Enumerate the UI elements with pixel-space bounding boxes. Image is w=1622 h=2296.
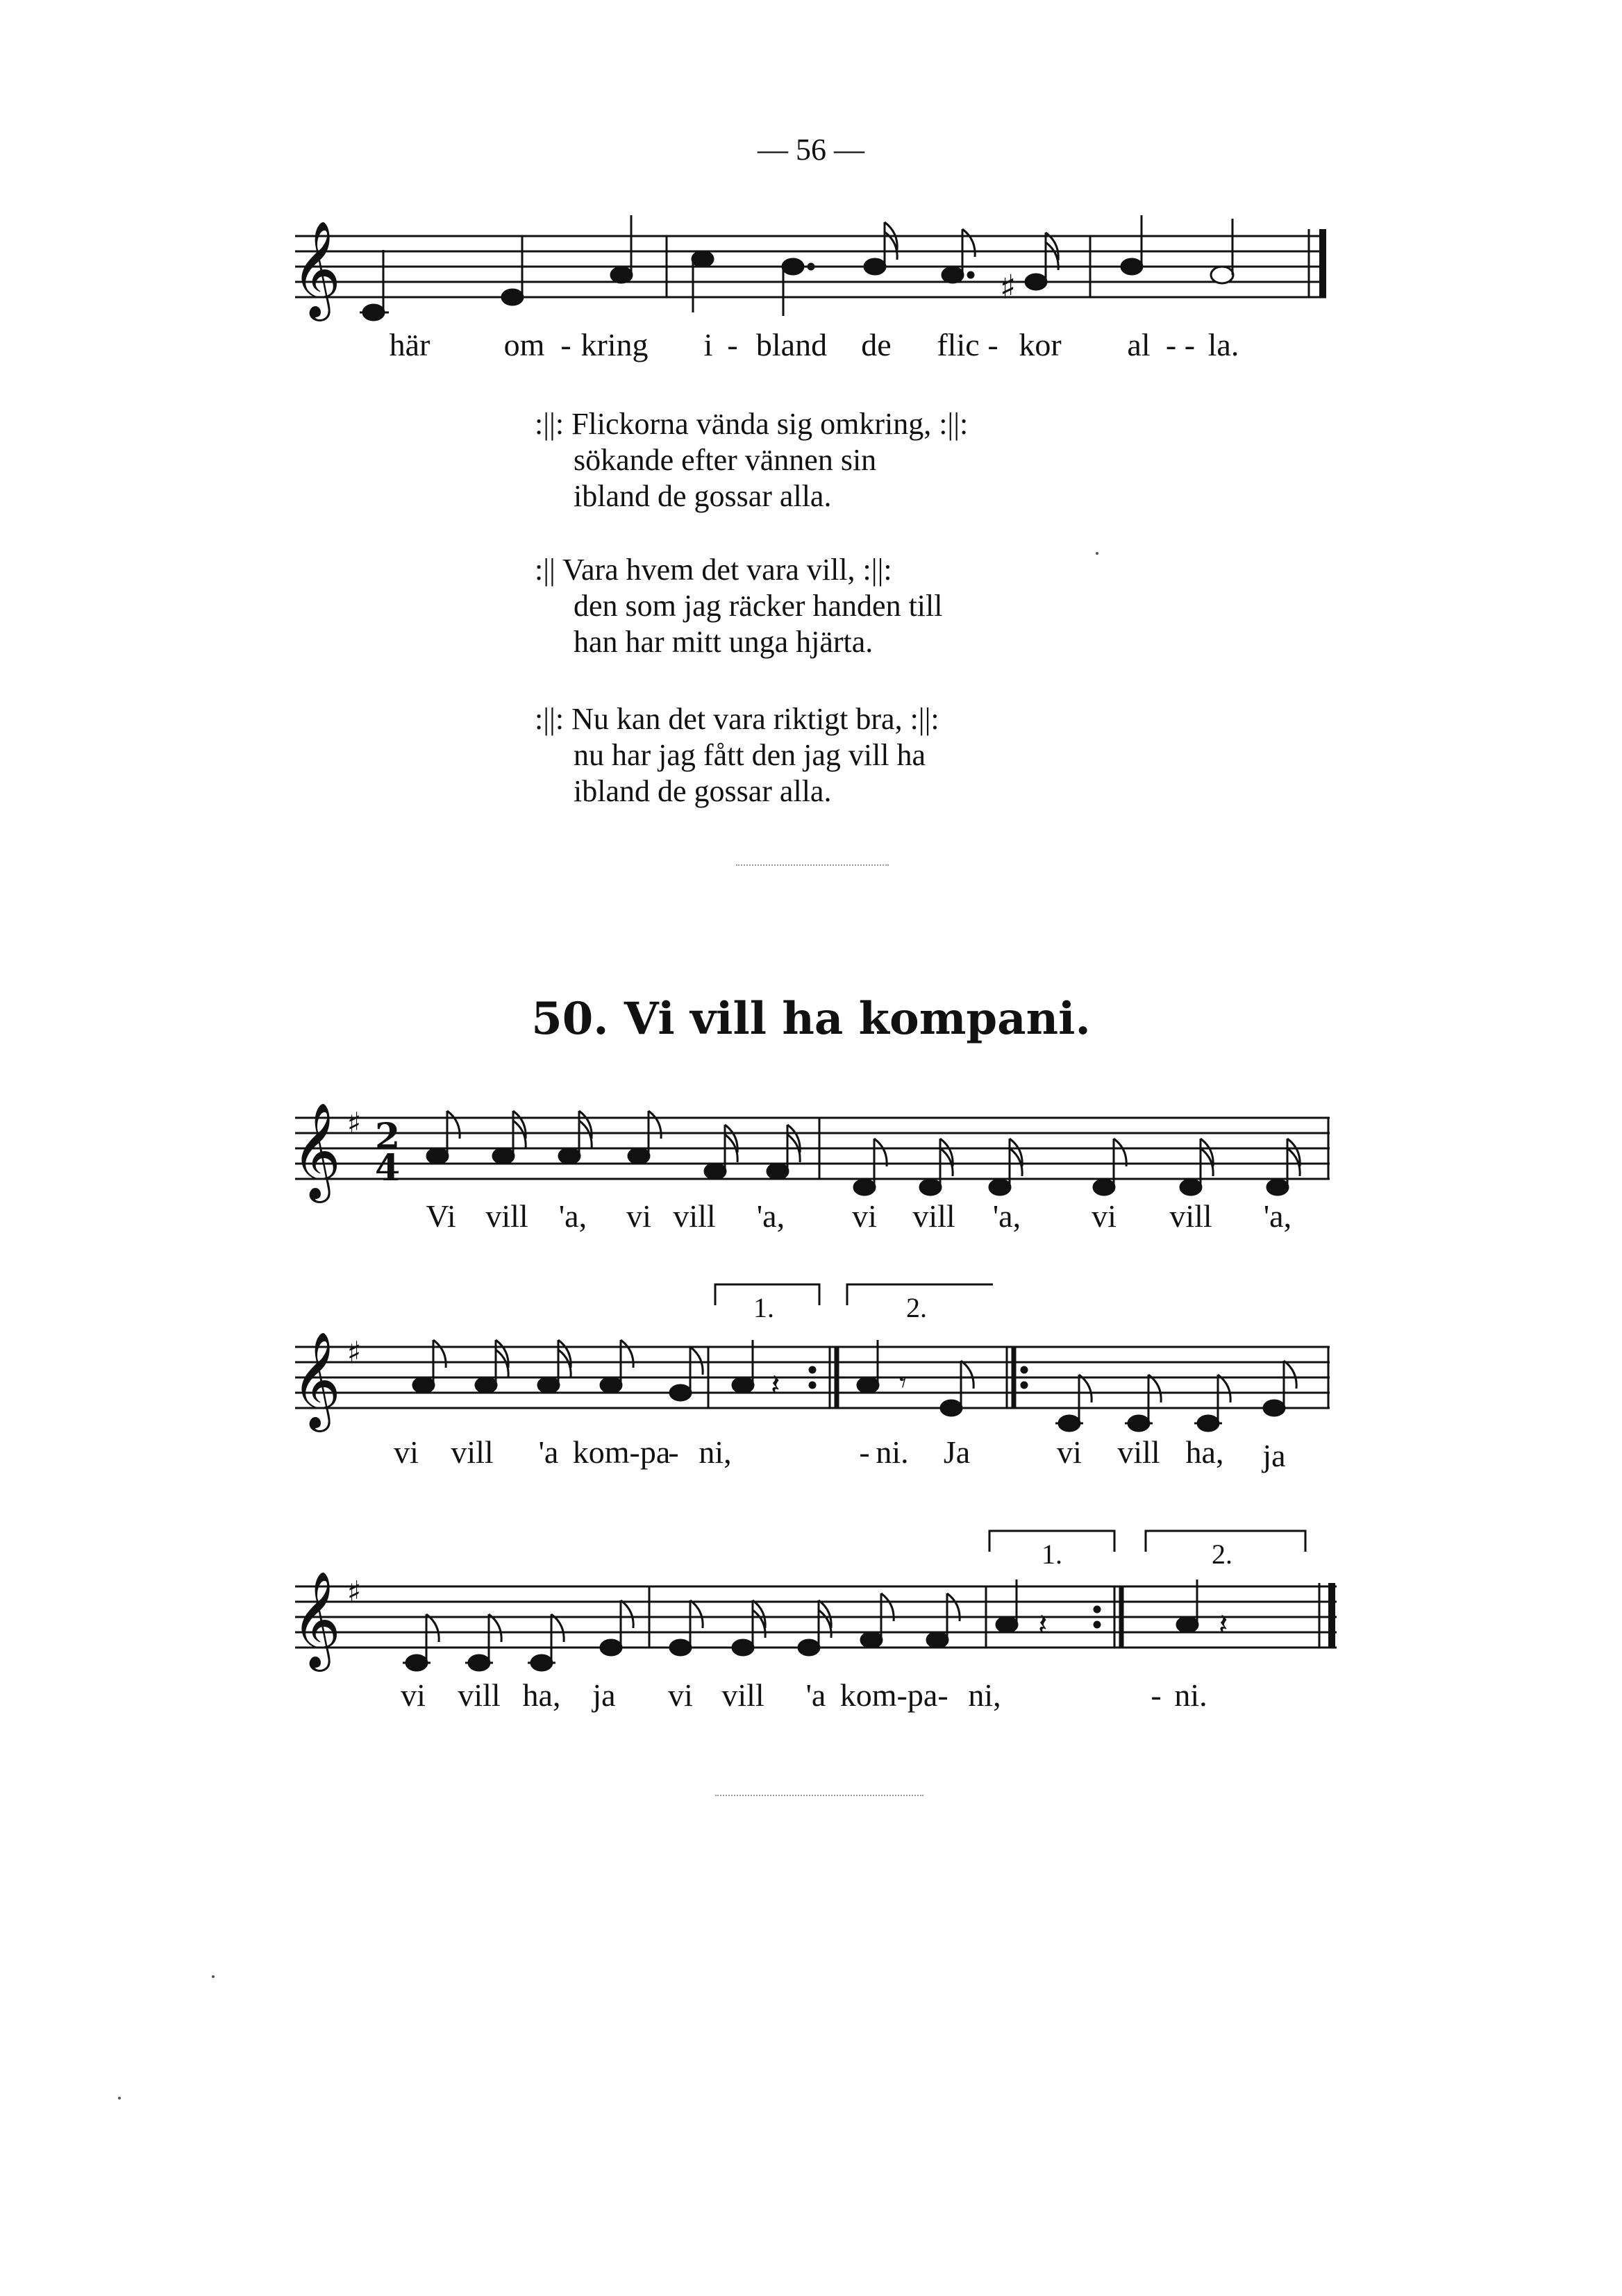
lyric: här bbox=[389, 327, 430, 362]
lyric: om bbox=[503, 327, 545, 362]
speck bbox=[118, 2097, 121, 2100]
note bbox=[502, 290, 523, 305]
lyric: la. bbox=[1207, 327, 1239, 362]
lyric: ha, bbox=[1185, 1434, 1224, 1470]
lyric: vi bbox=[401, 1677, 426, 1713]
lyric: ni. bbox=[1174, 1677, 1207, 1713]
lyric: kor bbox=[1019, 327, 1062, 362]
lyric: vill bbox=[485, 1198, 528, 1234]
verse bbox=[535, 552, 942, 660]
lyric: - bbox=[937, 1677, 948, 1713]
lyric: ni. bbox=[876, 1434, 909, 1470]
note bbox=[611, 267, 632, 283]
verse-line: sökande efter vännen sin bbox=[574, 443, 877, 477]
lyric: flic bbox=[937, 327, 980, 362]
volta-label: 2. bbox=[1212, 1539, 1232, 1570]
lyric: - bbox=[859, 1434, 870, 1470]
verse-line: :||: Nu kan det vara riktigt bra, :||: bbox=[535, 702, 939, 736]
volta-label: 1. bbox=[1042, 1539, 1062, 1570]
lyric: - - bbox=[1165, 327, 1196, 362]
lyric: Vi bbox=[426, 1198, 456, 1234]
lyric: vill bbox=[721, 1677, 764, 1713]
verse-line: nu har jag fått den jag vill ha bbox=[574, 738, 926, 772]
page-number: — 56 — bbox=[758, 133, 864, 167]
song-staff-1 bbox=[0, 1083, 1622, 1222]
separator bbox=[715, 1795, 923, 1796]
lyric: ha, bbox=[522, 1677, 561, 1713]
time-signature-top: 2 bbox=[375, 1116, 401, 1158]
lyric: ni, bbox=[968, 1677, 1001, 1713]
lyric: ja bbox=[592, 1677, 616, 1713]
lyric: 'a, bbox=[558, 1198, 587, 1234]
treble-clef-icon: 𝄞 bbox=[292, 1332, 341, 1428]
note bbox=[1211, 267, 1233, 283]
lyric: Ja bbox=[943, 1434, 971, 1470]
verse-line: han har mitt unga hjärta. bbox=[574, 625, 873, 659]
lyric: vill bbox=[458, 1677, 501, 1713]
rest-icon: 𝄽 bbox=[1038, 1607, 1048, 1643]
lyric: vill bbox=[451, 1434, 494, 1470]
lyric: vi bbox=[852, 1198, 877, 1234]
lyric: 'a, bbox=[992, 1198, 1021, 1234]
key-sharp-icon: ♯ bbox=[347, 1335, 362, 1369]
lyric: kring bbox=[580, 327, 649, 362]
verse-line: :|| Vara hvem det vara vill, :||: bbox=[535, 553, 892, 587]
lyric: de bbox=[861, 327, 892, 362]
eighth-rest-icon: 𝄾 bbox=[899, 1367, 907, 1399]
lyric: vi bbox=[1057, 1434, 1082, 1470]
lyric: ni, bbox=[699, 1434, 732, 1470]
lyric: kom-pa bbox=[572, 1434, 671, 1470]
lyric: bland bbox=[755, 327, 828, 362]
lyric: 'a bbox=[805, 1677, 826, 1713]
speck bbox=[212, 1975, 215, 1978]
song-staff-2 bbox=[0, 1271, 1622, 1451]
lyric: vill bbox=[673, 1198, 716, 1234]
note bbox=[1026, 274, 1046, 290]
lyric: - bbox=[1151, 1677, 1162, 1713]
song-staff-3 bbox=[0, 1510, 1622, 1691]
song-title: 50. Vi vill ha kompani. bbox=[531, 993, 1091, 1045]
key-sharp-icon: ♯ bbox=[347, 1575, 362, 1609]
rest-icon: 𝄽 bbox=[1219, 1607, 1228, 1643]
verse bbox=[535, 406, 968, 514]
lyric: vill bbox=[912, 1198, 955, 1234]
note bbox=[692, 251, 713, 267]
time-signature-bottom: 4 bbox=[375, 1147, 401, 1189]
note bbox=[783, 259, 803, 274]
sharp-icon: ♯ bbox=[1000, 268, 1017, 307]
lyric: i bbox=[703, 327, 713, 362]
lyric: ja bbox=[1262, 1438, 1286, 1473]
lyric: al bbox=[1127, 327, 1151, 362]
lyric: 'a, bbox=[1263, 1198, 1292, 1234]
verse-line: den som jag räcker handen till bbox=[574, 589, 943, 623]
lyric: 'a, bbox=[756, 1198, 785, 1234]
lyric: 'a bbox=[538, 1434, 559, 1470]
rest-icon: 𝄽 bbox=[771, 1368, 780, 1403]
verse-line: ibland de gossar alla. bbox=[574, 774, 832, 808]
lyric: vill bbox=[1169, 1198, 1212, 1234]
note bbox=[942, 267, 963, 283]
verse-line: ibland de gossar alla. bbox=[574, 479, 832, 513]
treble-clef-icon: 𝄞 bbox=[292, 1103, 341, 1199]
lyric: - bbox=[727, 327, 738, 362]
treble-clef-icon: 𝄞 bbox=[292, 221, 341, 317]
lyric: kom-pa bbox=[839, 1677, 938, 1713]
lyric: - bbox=[668, 1434, 679, 1470]
lyric: vi bbox=[1092, 1198, 1117, 1234]
lyric: vi bbox=[394, 1434, 419, 1470]
lyric: - bbox=[560, 327, 571, 362]
note bbox=[1121, 259, 1142, 274]
lyric: vi bbox=[668, 1677, 693, 1713]
separator bbox=[736, 864, 889, 866]
lyric: vi bbox=[626, 1198, 651, 1234]
speck bbox=[1096, 552, 1098, 555]
verse bbox=[535, 701, 939, 810]
volta-label: 2. bbox=[906, 1292, 927, 1323]
key-sharp-icon: ♯ bbox=[347, 1106, 362, 1140]
volta-label: 1. bbox=[753, 1292, 774, 1323]
lyric: vill bbox=[1117, 1434, 1160, 1470]
lyric: - bbox=[987, 327, 998, 362]
verse-line: :||: Flickorna vända sig omkring, :||: bbox=[535, 407, 969, 441]
treble-clef-icon: 𝄞 bbox=[292, 1571, 341, 1668]
note bbox=[864, 259, 885, 274]
